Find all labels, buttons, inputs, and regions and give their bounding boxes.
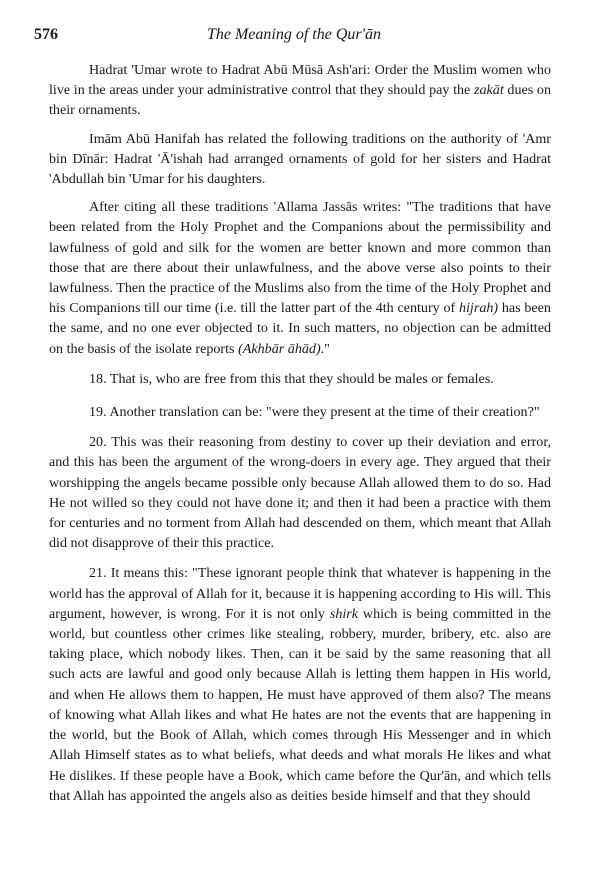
italic-term: shirk bbox=[329, 605, 359, 622]
page-number: 576 bbox=[34, 26, 58, 43]
note-20 bbox=[49, 432, 551, 553]
text-run: which is being committed in the world, but countless other crimes like stealing, robbery, murder, bribery, etc. also are taking place, which nobody likes. Then, can it be said by the same reasoning that all such acts are lawful and good only because Allah is letting them happen in His world, and when He allows them to happen, He must have approved of them also? The means of knowing what Allah likes and what He hates are not the events that are happening in the world, but the Book of Allah, which comes through His Messenger and in which Allah Himself states as to what beliefs, what deeds and what morals He likes and what He dislikes. If these people have a Book, which came before the Qur'ān, and which tells that Allah has appointed the angels also as deities beside himself and that they should bbox=[49, 605, 551, 804]
text-run: Hadrat 'Umar wrote to Hadrat Abū Mūsā Ash'ari: Order the Muslim women who live in the areas under your administrative control that they should pay the bbox=[49, 62, 551, 99]
paragraph-umar-zakat bbox=[49, 60, 551, 121]
text-run: After citing all these traditions 'Allama Jassās writes: "The traditions that have been related from the Holy Prophet and the Companions about the permissibility and lawfulness of gold and silk for the women are better known and more common than those that are there about their unlawfulness, and the above verse also points to their lawfulness. Then the practice of the Muslims also from the time of the Holy Prophet and his Companions till our time (i.e. till the latter part of the 4th century of bbox=[49, 199, 551, 317]
text-run: 19. Another translation can be: "were they present at the time of their creation?" bbox=[89, 404, 540, 421]
note-21 bbox=[49, 563, 551, 805]
text-run: Imām Abū Hanifah has related the following traditions on the authority of 'Amr bin Dīnār: Hadrat 'Ā'ishah had arranged ornaments of gold for her sisters and Hadrat 'Abdullah bin 'Umar for his daughters. bbox=[49, 130, 551, 188]
page-header bbox=[34, 26, 554, 50]
text-run: 21. It means this: "These ignorant people think that whatever is happening in the world has the approval of Allah for it, because it is happening according to His will. This argument, however, is wrong. For it is not only bbox=[49, 565, 551, 622]
text-run: 20. This was their reasoning from destiny to cover up their deviation and error, and this has been the argument of the wrong-doers in every age. They argued that their worshipping the angels became possible only because Allah allowed them to do so. Had He not willed so they could not have done it; and then it had been a practice with them for centuries and no torment from Allah had descended on them, which meant that Allah did not disapprove of their this practice. bbox=[49, 434, 551, 552]
italic-term: (Akhbār āhād) bbox=[238, 340, 321, 357]
note-18 bbox=[49, 369, 551, 389]
paragraph-abu-hanifah bbox=[49, 129, 551, 190]
running-title: The Meaning of the Qur'ān bbox=[206, 26, 382, 43]
text-run: ." bbox=[320, 340, 330, 357]
italic-term: zakāt bbox=[473, 82, 504, 99]
text-run: has been the same, and no one ever objected to it. In such matters, no objection can be admitted on the basis of the isolate reports bbox=[49, 300, 551, 357]
text-run: dues on their ornaments. bbox=[49, 82, 551, 119]
note-19 bbox=[49, 402, 551, 422]
italic-term: hijrah) bbox=[458, 300, 499, 317]
paragraph-jassas bbox=[49, 197, 551, 359]
text-run: 18. That is, who are free from this that they should be males or females. bbox=[89, 370, 494, 387]
body-text bbox=[49, 60, 551, 816]
